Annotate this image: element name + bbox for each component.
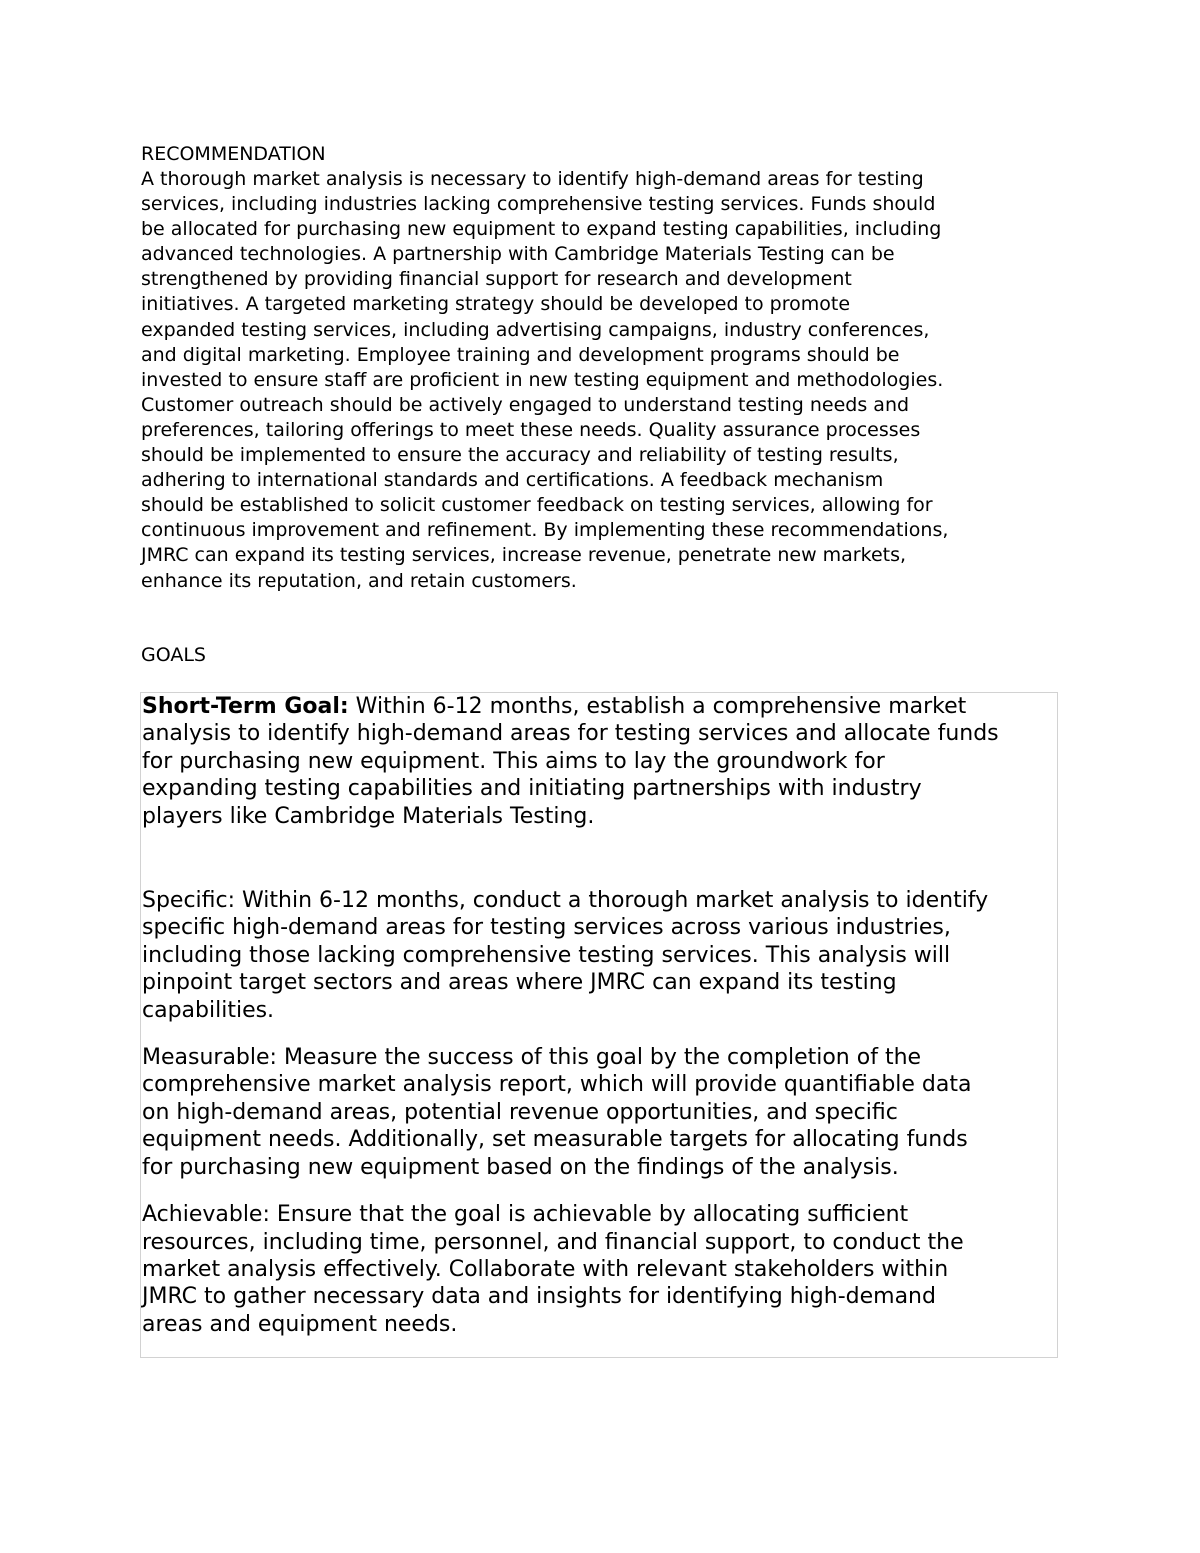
goals-heading: GOALS <box>141 644 206 666</box>
achievable-paragraph: Achievable: Ensure that the goal is achievable by allocating sufficient resources, including time, personnel, and financial support, to conduct the market analysis effectively. Collaborate with relevant stakeholders within JMRC to gather necessary data and insights for identifying high-demand areas and equipment needs. <box>142 1202 964 1337</box>
recommendation-heading: RECOMMENDATION <box>141 143 326 165</box>
recommendation-paragraph: A thorough market analysis is necessary to identify high-demand areas for testing services, including industries lacking comprehensive testing services. Funds should be allocated for purchasing new equipment to expand testing capabilities, including advanced technologies. A partnership with Cambridge Materials Testing can be strengthened by providing financial support for research and development initiatives. A targeted marketing strategy should be developed to promote expanded testing services, including advertising campaigns, industry conferences, and digital marketing. Employee training and development programs should be invested to ensure staff are proficient in new testing equipment and methodologies. Customer outreach should be actively engaged to understand testing needs and preferences, tailoring offerings to meet these needs. Quality assurance processes should be implemented to ensure the accuracy and reliability of testing results, adhering to international standards and certifications. A feedback mechanism should be established to solicit customer feedback on testing services, allowing for continuous improvement and refinement. By implementing these recommendations, JMRC can expand its testing services, increase revenue, penetrate new markets, enhance its reputation, and retain customers. <box>141 168 949 592</box>
goals-table-cell <box>140 692 1058 1358</box>
specific-paragraph: Specific: Within 6-12 months, conduct a thorough market analysis to identify specific high-demand areas for testing services across various industries, including those lacking comprehensive testing services. This analysis will pinpoint target sectors and areas where JMRC can expand its testing capabilities. <box>142 888 989 1023</box>
short-term-goal-text: Within 6-12 months, establish a comprehensive market analysis to identify high-demand areas for testing services and allocate funds for purchasing new equipment. This aims to lay the groundwork for expanding testing capabilities and initiating partnerships with industry players like Cambridge Materials Testing. <box>142 694 999 829</box>
measurable-paragraph: Measurable: Measure the success of this goal by the completion of the comprehensive market analysis report, which will provide quantifiable data on high-demand areas, potential revenue opportunities, and specific equipment needs. Additionally, set measurable targets for allocating funds for purchasing new equipment based on the findings of the analysis. <box>142 1045 972 1180</box>
goals-content <box>142 693 1058 1338</box>
short-term-goal-label: Short-Term Goal: <box>142 694 349 719</box>
short-term-goal-paragraph <box>142 693 1058 830</box>
